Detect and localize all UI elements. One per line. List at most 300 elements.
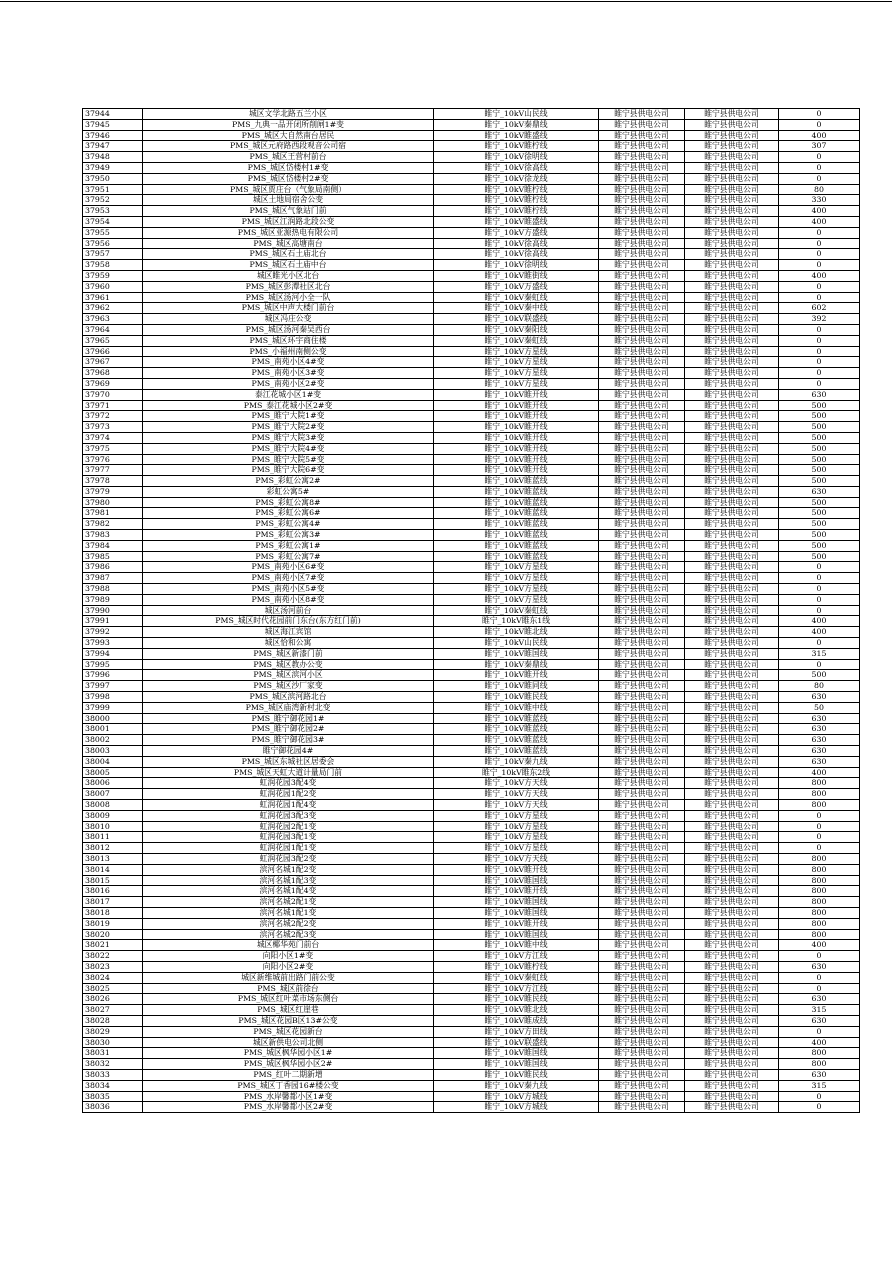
table-row xyxy=(83,1080,860,1091)
company-cell: 睢宁县供电公司 xyxy=(599,162,685,173)
capacity-cell: 0 xyxy=(779,573,860,584)
row-id-cell: 38018 xyxy=(83,907,143,918)
feeder-line-cell: 睢宁_10kV秦九线 xyxy=(434,1080,599,1091)
capacity-cell: 0 xyxy=(779,378,860,389)
table-row xyxy=(83,994,860,1005)
managing-company-cell: 睢宁县供电公司 xyxy=(685,422,779,433)
table-row xyxy=(83,972,860,983)
table-row xyxy=(83,346,860,357)
table-row xyxy=(83,853,860,864)
managing-company-cell: 睢宁县供电公司 xyxy=(685,141,779,152)
capacity-cell: 0 xyxy=(779,346,860,357)
station-name-cell: PMS_睢宁大院1#变 xyxy=(143,411,434,422)
company-cell: 睢宁县供电公司 xyxy=(599,594,685,605)
capacity-cell: 500 xyxy=(779,540,860,551)
station-name-cell: 睢宁御花园4# xyxy=(143,746,434,757)
table-row xyxy=(83,422,860,433)
feeder-line-cell: 睢宁_10kV睢蓝线 xyxy=(434,540,599,551)
capacity-cell: 400 xyxy=(779,270,860,281)
managing-company-cell: 睢宁县供电公司 xyxy=(685,292,779,303)
table-row xyxy=(83,897,860,908)
company-cell: 睢宁县供电公司 xyxy=(599,702,685,713)
capacity-cell: 800 xyxy=(779,918,860,929)
company-cell: 睢宁县供电公司 xyxy=(599,238,685,249)
row-id-cell: 38028 xyxy=(83,1015,143,1026)
table-row xyxy=(83,584,860,595)
feeder-line-cell: 睢宁_10kV睢开线 xyxy=(434,454,599,465)
station-name-cell: PMS_城区时代花园前门东台(东方红门前) xyxy=(143,616,434,627)
feeder-line-cell: 睢宁_10kV方星线 xyxy=(434,584,599,595)
table-row xyxy=(83,206,860,217)
feeder-line-cell: 睢宁_10kV睢中线 xyxy=(434,702,599,713)
feeder-line-cell: 睢宁_10kV睢开线 xyxy=(434,411,599,422)
feeder-line-cell: 睢宁_10kV睢国线 xyxy=(434,875,599,886)
managing-company-cell: 睢宁县供电公司 xyxy=(685,562,779,573)
capacity-cell: 0 xyxy=(779,324,860,335)
station-name-cell: PMS_彩虹公寓6# xyxy=(143,508,434,519)
managing-company-cell: 睢宁县供电公司 xyxy=(685,249,779,260)
feeder-line-cell: 睢宁_10kV睢蓝线 xyxy=(434,530,599,541)
station-name-cell: 泰江花城小区1#变 xyxy=(143,389,434,400)
station-name-cell: PMS_城区汤河小全一队 xyxy=(143,292,434,303)
table-row xyxy=(83,281,860,292)
station-name-cell: PMS_睢宁大院4#变 xyxy=(143,443,434,454)
capacity-cell: 80 xyxy=(779,184,860,195)
station-name-cell: 滨河名城1配1变 xyxy=(143,907,434,918)
row-id-cell: 37957 xyxy=(83,249,143,260)
company-cell: 睢宁县供电公司 xyxy=(599,638,685,649)
capacity-cell: 0 xyxy=(779,951,860,962)
company-cell: 睢宁县供电公司 xyxy=(599,324,685,335)
feeder-line-cell: 睢宁_10kV方天线 xyxy=(434,789,599,800)
capacity-cell: 500 xyxy=(779,422,860,433)
company-cell: 睢宁县供电公司 xyxy=(599,616,685,627)
row-id-cell: 38007 xyxy=(83,789,143,800)
row-id-cell: 37951 xyxy=(83,184,143,195)
row-id-cell: 38005 xyxy=(83,767,143,778)
capacity-cell: 0 xyxy=(779,260,860,271)
row-id-cell: 38009 xyxy=(83,810,143,821)
capacity-cell: 0 xyxy=(779,119,860,130)
table-row xyxy=(83,173,860,184)
row-id-cell: 37955 xyxy=(83,227,143,238)
table-row xyxy=(83,918,860,929)
table-row xyxy=(83,109,860,120)
table-row xyxy=(83,314,860,325)
company-cell: 睢宁县供电公司 xyxy=(599,627,685,638)
company-cell: 睢宁县供电公司 xyxy=(599,961,685,972)
table-body xyxy=(83,109,860,1113)
table-row xyxy=(83,411,860,422)
managing-company-cell: 睢宁县供电公司 xyxy=(685,843,779,854)
table-row xyxy=(83,368,860,379)
capacity-cell: 630 xyxy=(779,994,860,1005)
managing-company-cell: 睢宁县供电公司 xyxy=(685,735,779,746)
station-name-cell: PMS_睢宁大院5#变 xyxy=(143,454,434,465)
station-name-cell: PMS_南苑小区4#变 xyxy=(143,357,434,368)
feeder-line-cell: 睢宁_10kV方星线 xyxy=(434,562,599,573)
company-cell: 睢宁县供电公司 xyxy=(599,746,685,757)
feeder-line-cell: 睢宁_10kV联盛线 xyxy=(434,314,599,325)
station-name-cell: 彩虹公寓5# xyxy=(143,486,434,497)
company-cell: 睢宁县供电公司 xyxy=(599,260,685,271)
table-row xyxy=(83,907,860,918)
managing-company-cell: 睢宁县供电公司 xyxy=(685,1015,779,1026)
station-name-cell: PMS_彩虹公寓7# xyxy=(143,551,434,562)
capacity-cell: 400 xyxy=(779,627,860,638)
managing-company-cell: 睢宁县供电公司 xyxy=(685,616,779,627)
table-row xyxy=(83,886,860,897)
capacity-cell: 800 xyxy=(779,778,860,789)
company-cell: 睢宁县供电公司 xyxy=(599,1015,685,1026)
row-id-cell: 37972 xyxy=(83,411,143,422)
managing-company-cell: 睢宁县供电公司 xyxy=(685,605,779,616)
station-name-cell: 城区汤河前台 xyxy=(143,605,434,616)
capacity-cell: 630 xyxy=(779,692,860,703)
managing-company-cell: 睢宁县供电公司 xyxy=(685,227,779,238)
table-row xyxy=(83,119,860,130)
table-row xyxy=(83,184,860,195)
table-row xyxy=(83,659,860,670)
station-name-cell: PMS_城区中声大楼门前台 xyxy=(143,303,434,314)
row-id-cell: 38024 xyxy=(83,972,143,983)
managing-company-cell: 睢宁县供电公司 xyxy=(685,875,779,886)
capacity-cell: 315 xyxy=(779,1005,860,1016)
capacity-cell: 0 xyxy=(779,843,860,854)
managing-company-cell: 睢宁县供电公司 xyxy=(685,530,779,541)
station-name-cell: 虹润花园1配2变 xyxy=(143,789,434,800)
table-row xyxy=(83,638,860,649)
company-cell: 睢宁县供电公司 xyxy=(599,1080,685,1091)
capacity-cell: 500 xyxy=(779,476,860,487)
feeder-line-cell: 睢宁_10kV睢蓝线 xyxy=(434,713,599,724)
feeder-line-cell: 睢宁_10kV秦虹线 xyxy=(434,335,599,346)
capacity-cell: 630 xyxy=(779,486,860,497)
capacity-cell: 330 xyxy=(779,195,860,206)
row-id-cell: 37971 xyxy=(83,400,143,411)
table-row xyxy=(83,476,860,487)
company-cell: 睢宁县供电公司 xyxy=(599,789,685,800)
feeder-line-cell: 睢宁_10kV方田线 xyxy=(434,1026,599,1037)
row-id-cell: 37994 xyxy=(83,648,143,659)
station-name-cell: PMS_城区元府路西段观音公司宿 xyxy=(143,141,434,152)
managing-company-cell: 睢宁县供电公司 xyxy=(685,130,779,141)
capacity-cell: 500 xyxy=(779,519,860,530)
feeder-line-cell: 睢宁_10kV方盛线 xyxy=(434,227,599,238)
station-name-cell: PMS_南苑小区5#变 xyxy=(143,584,434,595)
row-id-cell: 37979 xyxy=(83,486,143,497)
managing-company-cell: 睢宁县供电公司 xyxy=(685,778,779,789)
company-cell: 睢宁县供电公司 xyxy=(599,130,685,141)
row-id-cell: 38001 xyxy=(83,724,143,735)
managing-company-cell: 睢宁县供电公司 xyxy=(685,173,779,184)
managing-company-cell: 睢宁县供电公司 xyxy=(685,681,779,692)
row-id-cell: 38031 xyxy=(83,1048,143,1059)
capacity-cell: 630 xyxy=(779,756,860,767)
table-row xyxy=(83,940,860,951)
company-cell: 睢宁县供电公司 xyxy=(599,551,685,562)
feeder-line-cell: 睢宁_10kV徐高线 xyxy=(434,162,599,173)
table-row xyxy=(83,130,860,141)
feeder-line-cell: 睢宁_10kV睢北线 xyxy=(434,1005,599,1016)
capacity-cell: 800 xyxy=(779,897,860,908)
station-name-cell: 城区文学北路五兰小区 xyxy=(143,109,434,120)
managing-company-cell: 睢宁县供电公司 xyxy=(685,638,779,649)
capacity-cell: 0 xyxy=(779,810,860,821)
managing-company-cell: 睢宁县供电公司 xyxy=(685,119,779,130)
row-id-cell: 37954 xyxy=(83,216,143,227)
table-row xyxy=(83,1069,860,1080)
station-name-cell: PMS_城区滨河路北台 xyxy=(143,692,434,703)
row-id-cell: 37977 xyxy=(83,465,143,476)
row-id-cell: 37976 xyxy=(83,454,143,465)
managing-company-cell: 睢宁县供电公司 xyxy=(685,1080,779,1091)
table-row xyxy=(83,616,860,627)
feeder-line-cell: 睢宁_10kV方江线 xyxy=(434,983,599,994)
row-id-cell: 37948 xyxy=(83,152,143,163)
feeder-line-cell: 睢宁_10kV方天线 xyxy=(434,853,599,864)
table-row xyxy=(83,767,860,778)
company-cell: 睢宁县供电公司 xyxy=(599,832,685,843)
station-name-cell: PMS_彩虹公寓4# xyxy=(143,519,434,530)
company-cell: 睢宁县供电公司 xyxy=(599,1048,685,1059)
table-row xyxy=(83,843,860,854)
station-name-cell: PMS_城区枫华园小区2# xyxy=(143,1059,434,1070)
company-cell: 睢宁县供电公司 xyxy=(599,206,685,217)
feeder-line-cell: 睢宁_10kV方城线 xyxy=(434,1102,599,1113)
managing-company-cell: 睢宁县供电公司 xyxy=(685,497,779,508)
station-name-cell: PMS_水岸馨都小区1#变 xyxy=(143,1091,434,1102)
capacity-cell: 0 xyxy=(779,281,860,292)
table-row xyxy=(83,670,860,681)
table-row xyxy=(83,929,860,940)
feeder-line-cell: 睢宁_10kV徐明线 xyxy=(434,152,599,163)
feeder-line-cell: 睢宁_10kV睢开线 xyxy=(434,918,599,929)
station-name-cell: PMS_城区岱楼村2#变 xyxy=(143,173,434,184)
table-row xyxy=(83,195,860,206)
managing-company-cell: 睢宁县供电公司 xyxy=(685,1048,779,1059)
table-row xyxy=(83,724,860,735)
company-cell: 睢宁县供电公司 xyxy=(599,810,685,821)
company-cell: 睢宁县供电公司 xyxy=(599,195,685,206)
managing-company-cell: 睢宁县供电公司 xyxy=(685,573,779,584)
capacity-cell: 800 xyxy=(779,853,860,864)
capacity-cell: 630 xyxy=(779,746,860,757)
managing-company-cell: 睢宁县供电公司 xyxy=(685,961,779,972)
row-id-cell: 37988 xyxy=(83,584,143,595)
managing-company-cell: 睢宁县供电公司 xyxy=(685,648,779,659)
company-cell: 睢宁县供电公司 xyxy=(599,1091,685,1102)
capacity-cell: 0 xyxy=(779,1026,860,1037)
station-name-cell: 向阳小区2#变 xyxy=(143,961,434,972)
capacity-cell: 0 xyxy=(779,335,860,346)
row-id-cell: 38002 xyxy=(83,735,143,746)
station-name-cell: PMS_城区东城社区居委会 xyxy=(143,756,434,767)
capacity-cell: 630 xyxy=(779,1069,860,1080)
company-cell: 睢宁县供电公司 xyxy=(599,249,685,260)
capacity-cell: 630 xyxy=(779,389,860,400)
table-row xyxy=(83,335,860,346)
station-name-cell: PMS_城区枫华园小区1# xyxy=(143,1048,434,1059)
table-row xyxy=(83,735,860,746)
row-id-cell: 37945 xyxy=(83,119,143,130)
feeder-line-cell: 睢宁_10kV睢蓝线 xyxy=(434,551,599,562)
managing-company-cell: 睢宁县供电公司 xyxy=(685,1069,779,1080)
managing-company-cell: 睢宁县供电公司 xyxy=(685,270,779,281)
feeder-line-cell: 睢宁_10kV睢蓝线 xyxy=(434,519,599,530)
table-row xyxy=(83,357,860,368)
row-id-cell: 37996 xyxy=(83,670,143,681)
station-name-cell: PMS_城区大自然南台居民 xyxy=(143,130,434,141)
managing-company-cell: 睢宁县供电公司 xyxy=(685,216,779,227)
row-id-cell: 37965 xyxy=(83,335,143,346)
feeder-line-cell: 睢宁_10kV睢国线 xyxy=(434,1059,599,1070)
capacity-cell: 0 xyxy=(779,152,860,163)
managing-company-cell: 睢宁县供电公司 xyxy=(685,162,779,173)
row-id-cell: 38033 xyxy=(83,1069,143,1080)
station-name-cell: PMS_睢宁御花园1# xyxy=(143,713,434,724)
row-id-cell: 37981 xyxy=(83,508,143,519)
company-cell: 睢宁县供电公司 xyxy=(599,983,685,994)
station-name-cell: PMS_城区红叶菜市场东侧台 xyxy=(143,994,434,1005)
managing-company-cell: 睢宁县供电公司 xyxy=(685,519,779,530)
capacity-cell: 315 xyxy=(779,1080,860,1091)
row-id-cell: 37947 xyxy=(83,141,143,152)
company-cell: 睢宁县供电公司 xyxy=(599,573,685,584)
feeder-line-cell: 睢宁_10kV睢同线 xyxy=(434,681,599,692)
managing-company-cell: 睢宁县供电公司 xyxy=(685,368,779,379)
capacity-cell: 500 xyxy=(779,670,860,681)
feeder-line-cell: 睢宁_10kV万盛线 xyxy=(434,281,599,292)
table-row xyxy=(83,875,860,886)
table-row xyxy=(83,594,860,605)
table-row xyxy=(83,465,860,476)
station-name-cell: PMS_南苑小区7#变 xyxy=(143,573,434,584)
capacity-cell: 50 xyxy=(779,702,860,713)
table-row xyxy=(83,378,860,389)
row-id-cell: 37978 xyxy=(83,476,143,487)
table-row xyxy=(83,389,860,400)
company-cell: 睢宁县供电公司 xyxy=(599,713,685,724)
feeder-line-cell: 睢宁_10kV睢柠线 xyxy=(434,206,599,217)
feeder-line-cell: 睢宁_10kV睢开线 xyxy=(434,465,599,476)
table-row xyxy=(83,810,860,821)
substation-table xyxy=(82,108,860,1113)
row-id-cell: 38014 xyxy=(83,864,143,875)
company-cell: 睢宁县供电公司 xyxy=(599,389,685,400)
row-id-cell: 38010 xyxy=(83,821,143,832)
company-cell: 睢宁县供电公司 xyxy=(599,951,685,962)
table-row xyxy=(83,486,860,497)
company-cell: 睢宁县供电公司 xyxy=(599,411,685,422)
station-name-cell: PMS_城区气象站门前 xyxy=(143,206,434,217)
row-id-cell: 38013 xyxy=(83,853,143,864)
capacity-cell: 400 xyxy=(779,767,860,778)
row-id-cell: 37952 xyxy=(83,195,143,206)
capacity-cell: 500 xyxy=(779,508,860,519)
capacity-cell: 500 xyxy=(779,454,860,465)
feeder-line-cell: 睢宁_10kV睢开线 xyxy=(434,422,599,433)
managing-company-cell: 睢宁县供电公司 xyxy=(685,540,779,551)
row-id-cell: 37953 xyxy=(83,206,143,217)
feeder-line-cell: 睢宁_10kV方星线 xyxy=(434,368,599,379)
station-name-cell: PMS_城区石土庙北台 xyxy=(143,249,434,260)
station-name-cell: PMS_九典一品开闭所削闸1#变 xyxy=(143,119,434,130)
capacity-cell: 800 xyxy=(779,886,860,897)
company-cell: 睢宁县供电公司 xyxy=(599,508,685,519)
company-cell: 睢宁县供电公司 xyxy=(599,400,685,411)
company-cell: 睢宁县供电公司 xyxy=(599,659,685,670)
capacity-cell: 500 xyxy=(779,432,860,443)
station-name-cell: PMS_城区环宇商住楼 xyxy=(143,335,434,346)
table-row xyxy=(83,1015,860,1026)
station-name-cell: 滨河名城2配3变 xyxy=(143,929,434,940)
company-cell: 睢宁县供电公司 xyxy=(599,152,685,163)
feeder-line-cell: 睢宁_10kV方星线 xyxy=(434,573,599,584)
table-row xyxy=(83,141,860,152)
feeder-line-cell: 睢宁_10kV方星线 xyxy=(434,357,599,368)
managing-company-cell: 睢宁县供电公司 xyxy=(685,1059,779,1070)
managing-company-cell: 睢宁县供电公司 xyxy=(685,486,779,497)
feeder-line-cell: 睢宁_10kV睢柠线 xyxy=(434,961,599,972)
managing-company-cell: 睢宁县供电公司 xyxy=(685,206,779,217)
row-id-cell: 38022 xyxy=(83,951,143,962)
feeder-line-cell: 睢宁_10kV睢成线 xyxy=(434,1015,599,1026)
table-row xyxy=(83,702,860,713)
table-row xyxy=(83,540,860,551)
feeder-line-cell: 睢宁_10kV睢中线 xyxy=(434,940,599,951)
station-name-cell: PMS_城区花园新台 xyxy=(143,1026,434,1037)
capacity-cell: 500 xyxy=(779,443,860,454)
table-row xyxy=(83,605,860,616)
table-row xyxy=(83,454,860,465)
row-id-cell: 37960 xyxy=(83,281,143,292)
company-cell: 睢宁县供电公司 xyxy=(599,670,685,681)
company-cell: 睢宁县供电公司 xyxy=(599,1069,685,1080)
table-row xyxy=(83,303,860,314)
row-id-cell: 37966 xyxy=(83,346,143,357)
capacity-cell: 0 xyxy=(779,238,860,249)
capacity-cell: 0 xyxy=(779,983,860,994)
table-row xyxy=(83,238,860,249)
feeder-line-cell: 睢宁_10kV方江线 xyxy=(434,951,599,962)
company-cell: 睢宁县供电公司 xyxy=(599,1005,685,1016)
table-row xyxy=(83,778,860,789)
capacity-cell: 630 xyxy=(779,724,860,735)
company-cell: 睢宁县供电公司 xyxy=(599,432,685,443)
managing-company-cell: 睢宁县供电公司 xyxy=(685,389,779,400)
managing-company-cell: 睢宁县供电公司 xyxy=(685,1091,779,1102)
feeder-line-cell: 睢宁_10kV山民线 xyxy=(434,638,599,649)
managing-company-cell: 睢宁县供电公司 xyxy=(685,853,779,864)
feeder-line-cell: 睢宁_10kV睢国线 xyxy=(434,1048,599,1059)
row-id-cell: 38017 xyxy=(83,897,143,908)
station-name-cell: PMS_睢宁大院6#变 xyxy=(143,465,434,476)
table-row xyxy=(83,324,860,335)
row-id-cell: 37975 xyxy=(83,443,143,454)
row-id-cell: 37944 xyxy=(83,109,143,120)
feeder-line-cell: 睢宁_10kV山民线 xyxy=(434,109,599,120)
table-row xyxy=(83,692,860,703)
station-name-cell: PMS_城区王营村前台 xyxy=(143,152,434,163)
managing-company-cell: 睢宁县供电公司 xyxy=(685,713,779,724)
capacity-cell: 800 xyxy=(779,907,860,918)
company-cell: 睢宁县供电公司 xyxy=(599,940,685,951)
row-id-cell: 37967 xyxy=(83,357,143,368)
managing-company-cell: 睢宁县供电公司 xyxy=(685,929,779,940)
row-id-cell: 38025 xyxy=(83,983,143,994)
station-name-cell: PMS_南苑小区3#变 xyxy=(143,368,434,379)
